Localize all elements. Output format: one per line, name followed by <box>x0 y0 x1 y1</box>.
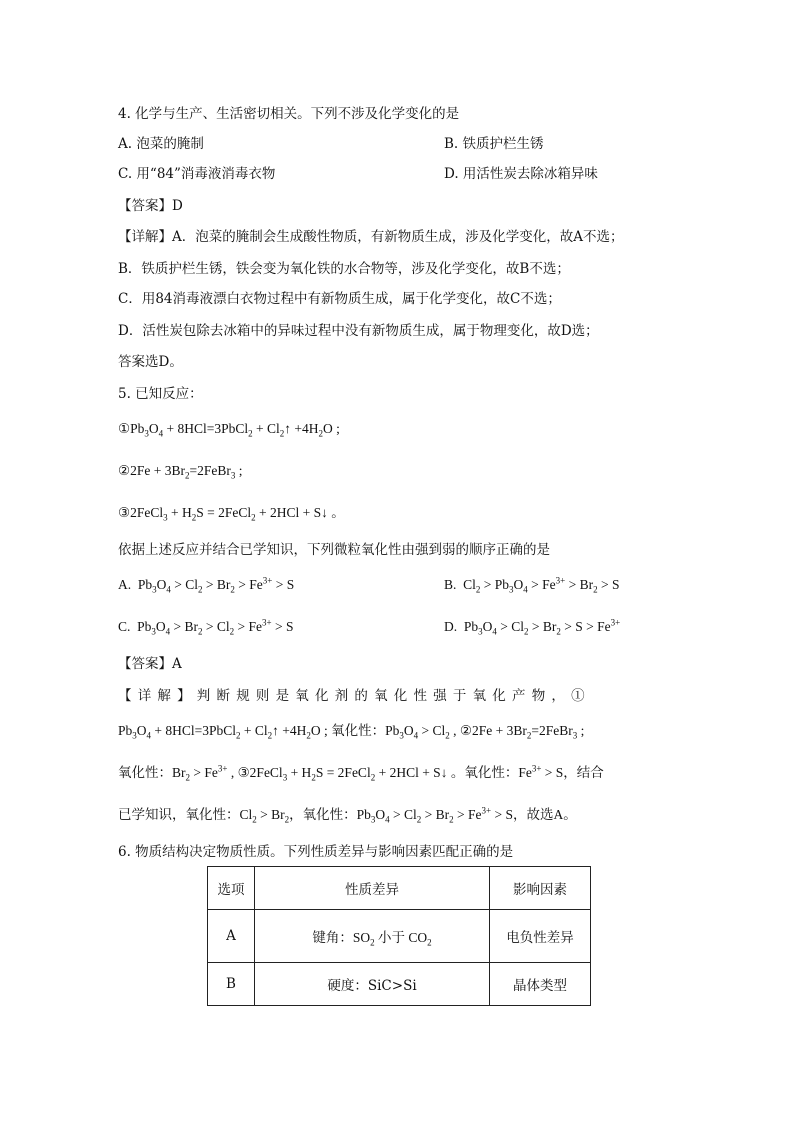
q6-stem: 6. 物质结构决定物质性质。下列性质差异与影响因素匹配正确的是 <box>118 844 514 860</box>
q5-reaction-1: $①Pb_3O_4$ + 8HCl=3PbCl$_2$ + $Cl_2↑ +4H_2O$ ; <box>118 421 340 439</box>
q5-question: 依据上述反应并结合已学知识，下列微粒氧化性由强到弱的顺序正确的是 <box>118 542 550 558</box>
reaction-2-marker: ② <box>118 463 131 478</box>
q4-final-answer: 答案选D。 <box>118 354 183 370</box>
oxidizing-label: 氧化性： <box>331 723 386 738</box>
less-than-label: 小于 <box>378 930 405 945</box>
conclude-end: ，故选A。 <box>512 807 577 822</box>
row-factor: 晶体类型 <box>490 963 591 1006</box>
q4-option-d: D. 用活性炭去除冰箱异味 <box>444 166 598 182</box>
oxidizing-label: 氧化性： <box>118 765 172 780</box>
q5-detail-line4: 已学知识，氧化性：$Cl_2 > Br_2$，氧化性：$Pb_3O_4 > Cl_2 > Br_2 > Fe^{3+} > S$，故选A。 <box>118 805 577 825</box>
q5-detail-line2: $Pb_3O_4$ + 8HCl=3PbCl$_2$ + $Cl_2↑ +4H_2O$ ; 氧化性：$Pb_3O_4 > Cl_2$ , ②2Fe + $3Br_2=2FeBr_3$ ; <box>118 723 585 741</box>
header-factor: 影响因素 <box>490 867 591 910</box>
row-difference: 硬度：SiC>Si <box>255 963 490 1006</box>
q5-detail-line3: 氧化性：$Br_2 > Fe^{3+}$ , ③2FeCl$_3$ + $H_2S$ = 2FeCl$_2$ + 2HCl + S↓ 。氧化性：$Fe^{3+} > S$，结合 <box>118 763 604 783</box>
conclude-prefix: 已学知识，氧化性： <box>118 807 240 822</box>
q5-detail-head: 【详解】判断规则是氧化剂的氧化性强于氧化产物，① <box>118 688 591 704</box>
row-factor: 电负性差异 <box>490 910 591 963</box>
reaction-1-marker: ① <box>118 421 131 436</box>
q5-stem: 5. 已知反应： <box>118 386 203 402</box>
row-option: A <box>208 910 255 963</box>
q5-reaction-3: ③2FeCl$_3$ + $H_2S$ = 2FeCl$_2$ + 2HCl + S↓ 。 <box>118 505 345 523</box>
q4-option-b: B. 铁质护栏生锈 <box>444 136 544 152</box>
oxidizing-label: 氧化性： <box>464 765 519 780</box>
q4-detail-b: B．铁质护栏生锈，铁会变为氧化铁的水合物等，涉及化学变化，故B不选； <box>118 261 570 277</box>
table-row <box>208 963 591 1006</box>
row-difference: 键角：$SO_2$ 小于 $CO_2$ <box>255 910 490 963</box>
q4-detail-a: 【详解】A．泡菜的腌制会生成酸性物质，有新物质生成，涉及化学变化，故A不选； <box>118 229 624 245</box>
table-row <box>208 910 591 963</box>
q4-stem: 4. 化学与生产、生活密切相关。下列不涉及化学变化的是 <box>118 106 460 122</box>
q5-reaction-2: ②2Fe + $3Br_2=2FeBr_3$ ; <box>118 463 243 481</box>
q4-option-a: A. 泡菜的腌制 <box>118 136 204 152</box>
header-difference: 性质差异 <box>255 867 490 910</box>
conclude-mid: ，氧化性： <box>289 807 357 822</box>
q4-detail-c: C．用84消毒液漂白衣物过程中有新物质生成，属于化学变化，故C不选； <box>118 291 561 307</box>
q4-option-c: C. 用“84”消毒液消毒衣物 <box>118 166 276 182</box>
q5-option-d: D. $Pb_3O_4 > Cl_2 > Br_2 > S > Fe^{3+}$ <box>444 617 621 637</box>
q5-option-b: B. $Cl_2 > Pb_3O_4 > Fe^{3+} > Br_2 > S$ <box>444 575 620 595</box>
header-option: 选项 <box>208 867 255 910</box>
table-header-row <box>208 867 591 910</box>
q4-detail-d: D．活性炭包除去冰箱中的异味过程中没有新物质生成，属于物理变化，故D选； <box>118 323 599 339</box>
q5-option-a: A. $Pb_3O_4 > Cl_2 > Br_2 > Fe^{3+} > S$ <box>118 575 295 595</box>
row-option: B <box>208 963 255 1006</box>
q5-option-c: C. $Pb_3O_4 > Br_2 > Cl_2 > Fe^{3+} > S$ <box>118 617 294 637</box>
reaction-3-marker: ③ <box>118 505 131 520</box>
q6-table <box>207 866 591 1006</box>
q4-answer: 【答案】D <box>118 198 183 214</box>
q5-answer: 【答案】A <box>118 656 182 672</box>
combine-text: ，结合 <box>563 765 604 780</box>
bond-angle-label: 键角： <box>312 930 353 945</box>
